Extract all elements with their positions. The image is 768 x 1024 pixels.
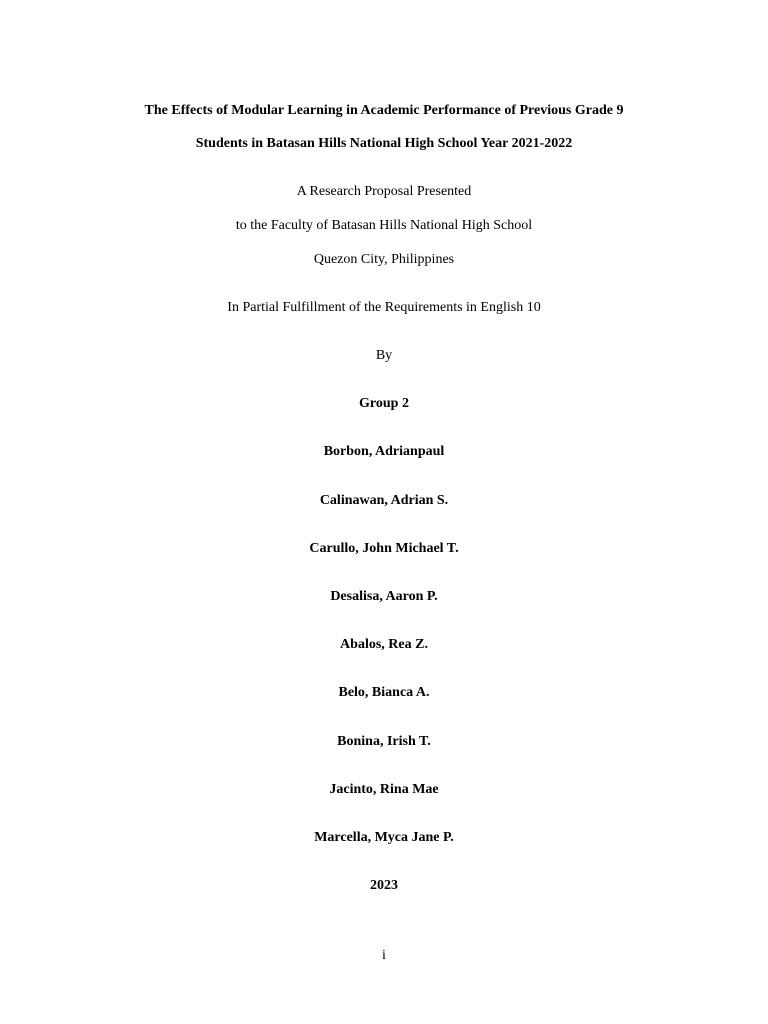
member-name: Marcella, Myca Jane P.: [314, 830, 454, 845]
presentation-line-2: to the Faculty of Batasan Hills National High School: [235, 218, 533, 233]
member-name: Borbon, Adrianpaul: [323, 444, 445, 459]
member-name: Calinawan, Adrian S.: [319, 493, 449, 508]
fulfillment-statement: In Partial Fulfillment of the Requirements in English 10: [227, 300, 541, 315]
group-name: Group 2: [359, 396, 409, 411]
year: 2023: [370, 878, 398, 893]
member-name: Jacinto, Rina Mae: [329, 782, 439, 797]
member-name: Carullo, John Michael T.: [309, 541, 459, 556]
by-label: By: [375, 348, 393, 363]
page-number: i: [382, 948, 386, 963]
member-name: Belo, Bianca A.: [338, 685, 430, 700]
presentation-line-3: Quezon City, Philippines: [313, 252, 455, 267]
member-name: Abalos, Rea Z.: [340, 637, 428, 652]
member-name: Desalisa, Aaron P.: [330, 589, 438, 604]
title-line-1: The Effects of Modular Learning in Academic Performance of Previous Grade 9: [144, 103, 624, 118]
title-line-2: Students in Batasan Hills National High School Year 2021-2022: [195, 136, 573, 151]
presentation-line-1: A Research Proposal Presented: [296, 184, 472, 199]
member-name: Bonina, Irish T.: [337, 734, 431, 749]
